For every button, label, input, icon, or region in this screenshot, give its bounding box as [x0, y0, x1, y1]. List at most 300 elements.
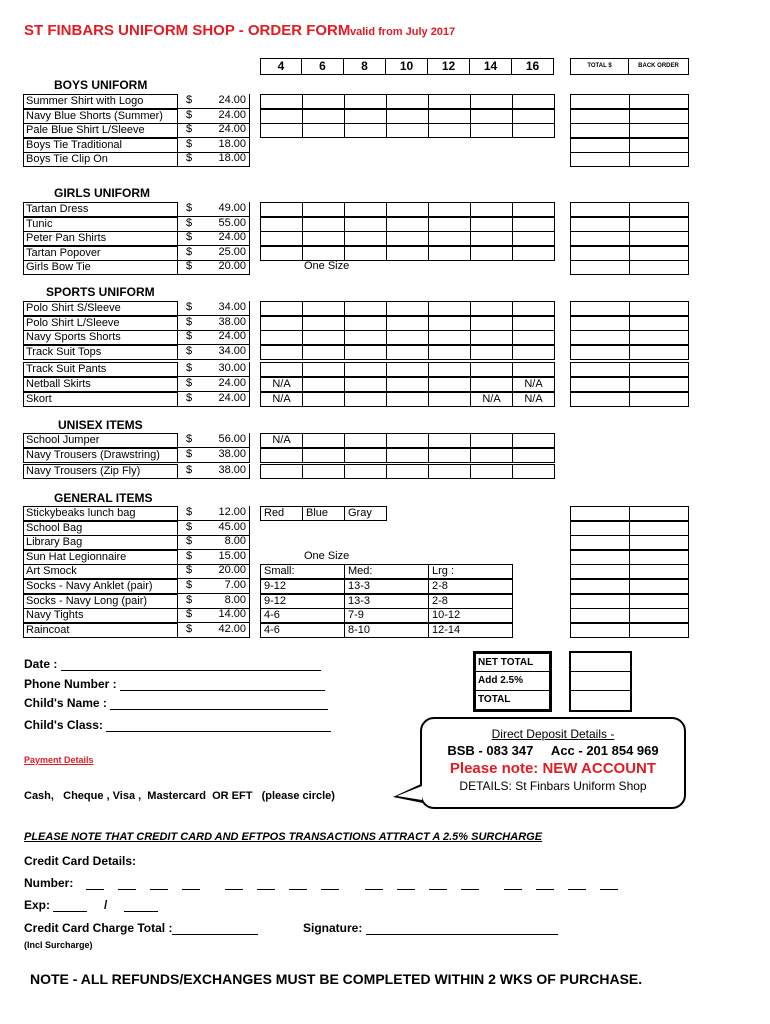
backorder-input[interactable]: [629, 521, 689, 536]
price-divider: [178, 623, 250, 638]
size-cell[interactable]: [344, 464, 387, 479]
currency-sign: $: [186, 137, 193, 150]
net-total-input[interactable]: [571, 653, 630, 672]
currency-sign: $: [186, 202, 193, 214]
refund-note: NOTE - ALL REFUNDS/EXCHANGES MUST BE COMPLETED WITHIN 2 WKS OF PURCHASE.: [30, 971, 643, 987]
size-cell[interactable]: [344, 123, 387, 138]
size-cell[interactable]: [386, 94, 429, 109]
credit-card-details: Credit Card Details:: [24, 854, 137, 868]
total-input[interactable]: [570, 231, 630, 246]
size-cell[interactable]: [260, 231, 303, 246]
size-cell-text: N/A: [260, 377, 303, 392]
size-cell[interactable]: [386, 448, 429, 463]
size-cell[interactable]: [470, 345, 513, 360]
item-name: School Jumper: [23, 433, 178, 448]
item-name: Library Bag: [23, 535, 178, 550]
size-cell[interactable]: [512, 345, 555, 360]
size-cell[interactable]: [386, 330, 429, 345]
card-number-field[interactable]: Number:: [24, 876, 618, 890]
size-cell[interactable]: [470, 94, 513, 109]
size-cell-text: Red: [260, 506, 303, 521]
size-cell-text: 2-8: [428, 594, 513, 609]
price-divider: [178, 316, 250, 331]
backorder-input[interactable]: [629, 506, 689, 521]
total-col-header: TOTAL $: [570, 58, 629, 75]
price-divider: [178, 377, 250, 392]
item-name: Pale Blue Shirt L/Sleeve: [23, 123, 178, 138]
currency-sign: $: [186, 447, 193, 460]
item-name: Navy Blue Shorts (Summer): [23, 109, 178, 124]
size-cell-text: 4-6: [260, 623, 345, 638]
size-cell-text: Small:: [260, 564, 345, 579]
item-price: 18.00: [218, 137, 246, 150]
size-cell[interactable]: [428, 231, 471, 246]
deposit-details: DETAILS: St Finbars Uniform Shop: [459, 779, 647, 793]
backorder-input[interactable]: [629, 535, 689, 550]
size-cell[interactable]: [344, 433, 387, 448]
size-cell[interactable]: [344, 345, 387, 360]
size-cell[interactable]: [302, 217, 345, 232]
total-input[interactable]: [570, 377, 630, 392]
size-cell-text: 13-3: [344, 579, 429, 594]
size-cell[interactable]: [386, 392, 429, 407]
size-cell[interactable]: [470, 362, 513, 377]
item-price: 42.00: [218, 622, 246, 635]
backorder-input[interactable]: [629, 123, 689, 138]
backorder-input[interactable]: [629, 579, 689, 594]
size-cell[interactable]: [512, 316, 555, 331]
total-input[interactable]: [570, 123, 630, 138]
size-cell[interactable]: [260, 217, 303, 232]
item-name: Tartan Dress: [23, 202, 178, 217]
size-cell[interactable]: [386, 345, 429, 360]
total-input[interactable]: [570, 330, 630, 345]
size-cell[interactable]: [260, 202, 303, 217]
total-input[interactable]: [570, 521, 630, 536]
item-name: Navy Trousers (Drawstring): [23, 448, 178, 463]
expiry-field[interactable]: Exp: /: [24, 898, 158, 912]
size-cell-text: 12-14: [428, 623, 513, 638]
currency-sign: $: [186, 301, 193, 313]
total-input[interactable]: [570, 506, 630, 521]
size-cell[interactable]: [386, 231, 429, 246]
charge-total-field[interactable]: Credit Card Charge Total :: [24, 921, 258, 935]
size-cell[interactable]: [260, 301, 303, 316]
backorder-input[interactable]: [629, 231, 689, 246]
size-cell[interactable]: [260, 448, 303, 463]
incl-surcharge: (Incl Surcharge): [24, 940, 93, 950]
backorder-input[interactable]: [629, 594, 689, 609]
backorder-input[interactable]: [629, 345, 689, 360]
total-input[interactable]: [570, 564, 630, 579]
currency-sign: $: [186, 152, 193, 165]
item-price: 8.00: [224, 593, 246, 606]
item-price: 8.00: [224, 535, 246, 548]
backorder-input[interactable]: [629, 109, 689, 124]
size-col: 10: [386, 58, 428, 75]
net-total-label: NET TOTAL: [475, 653, 550, 672]
size-cell[interactable]: [428, 301, 471, 316]
size-cell-text: 13-3: [344, 594, 429, 609]
size-cell-text: N/A: [260, 433, 303, 448]
size-cell[interactable]: [428, 433, 471, 448]
size-cell[interactable]: [302, 377, 345, 392]
item-price: 38.00: [218, 447, 246, 460]
size-cell[interactable]: [428, 109, 471, 124]
size-cell-text: 7-9: [344, 608, 429, 623]
total-input[interactable]: [570, 362, 630, 377]
total-input[interactable]: [570, 608, 630, 623]
total-input[interactable]: [570, 301, 630, 316]
currency-sign: $: [186, 94, 193, 106]
size-cell-text: 8-10: [344, 623, 429, 638]
price-divider: [178, 123, 250, 138]
deposit-title: Direct Deposit Details -: [491, 727, 615, 741]
price-divider: [178, 246, 250, 261]
currency-sign: $: [186, 520, 193, 533]
size-cell[interactable]: [428, 217, 471, 232]
girls-section-title: GIRLS UNIFORM: [54, 186, 150, 200]
size-cell-text: N/A: [512, 377, 555, 392]
size-cell[interactable]: [428, 330, 471, 345]
size-cell[interactable]: [344, 377, 387, 392]
size-cell[interactable]: [470, 316, 513, 331]
item-price: 20.00: [218, 564, 246, 577]
backorder-input[interactable]: [629, 623, 689, 638]
totals-header: [570, 58, 689, 75]
total-input[interactable]: [570, 535, 630, 550]
size-cell[interactable]: [260, 94, 303, 109]
size-cell[interactable]: [512, 202, 555, 217]
currency-sign: $: [186, 231, 193, 244]
size-cell[interactable]: [260, 109, 303, 124]
item-price: 20.00: [218, 260, 246, 273]
backorder-input[interactable]: [629, 246, 689, 261]
child-class-field[interactable]: Child's Class:: [24, 718, 331, 732]
size-cell[interactable]: [428, 316, 471, 331]
size-cell[interactable]: [344, 362, 387, 377]
deposit-bubble: [420, 717, 686, 809]
size-cell[interactable]: [386, 433, 429, 448]
backorder-input[interactable]: [629, 608, 689, 623]
date-field[interactable]: Date :: [24, 657, 321, 671]
total-input[interactable]: [570, 138, 630, 153]
total-label: TOTAL: [475, 691, 550, 710]
size-col: 12: [428, 58, 470, 75]
backorder-input[interactable]: [629, 362, 689, 377]
backorder-input[interactable]: [629, 260, 689, 275]
size-cell-text: Med:: [344, 564, 429, 579]
size-cell[interactable]: [302, 301, 345, 316]
size-cell[interactable]: [386, 109, 429, 124]
size-cell[interactable]: [470, 109, 513, 124]
one-size-label: One Size: [304, 260, 350, 273]
size-cell[interactable]: [428, 448, 471, 463]
currency-sign: $: [186, 123, 193, 136]
item-name: Polo Shirt L/Sleeve: [23, 316, 178, 331]
total-input[interactable]: [570, 94, 630, 109]
price-divider: [178, 202, 250, 217]
total-input[interactable]: [570, 550, 630, 565]
size-cell[interactable]: [386, 362, 429, 377]
size-cell[interactable]: [302, 316, 345, 331]
item-price: 24.00: [218, 123, 246, 136]
unisex-section-title: UNISEX ITEMS: [58, 418, 143, 432]
price-divider: [178, 506, 250, 521]
size-cell[interactable]: [386, 246, 429, 261]
size-cell[interactable]: [512, 330, 555, 345]
size-cell[interactable]: [470, 202, 513, 217]
size-cell[interactable]: [428, 246, 471, 261]
size-cell[interactable]: [344, 202, 387, 217]
size-cell[interactable]: [302, 109, 345, 124]
size-cell[interactable]: [470, 123, 513, 138]
currency-sign: $: [186, 330, 193, 343]
size-cell[interactable]: [512, 123, 555, 138]
total-input[interactable]: [570, 260, 630, 275]
item-name: Sun Hat Legionnaire: [23, 550, 178, 565]
backorder-col-header: BACK ORDER: [629, 58, 689, 75]
size-cell[interactable]: [344, 448, 387, 463]
item-name: Girls Bow Tie: [23, 260, 178, 275]
size-cell[interactable]: [386, 202, 429, 217]
total-input[interactable]: [570, 623, 630, 638]
currency-sign: $: [186, 315, 193, 328]
backorder-input[interactable]: [629, 138, 689, 153]
item-price: 15.00: [218, 549, 246, 562]
item-name: Art Smock: [23, 564, 178, 579]
size-cell[interactable]: [344, 330, 387, 345]
size-cell[interactable]: [470, 231, 513, 246]
currency-sign: $: [186, 464, 193, 477]
item-price: 49.00: [218, 202, 246, 214]
size-cell[interactable]: [470, 246, 513, 261]
valid-date: valid from July 2017: [350, 26, 456, 38]
size-cell[interactable]: [470, 433, 513, 448]
size-cell[interactable]: [386, 464, 429, 479]
item-price: 34.00: [218, 301, 246, 313]
price-divider: [178, 448, 250, 463]
size-cell[interactable]: [386, 316, 429, 331]
size-cell[interactable]: [428, 345, 471, 360]
size-cell[interactable]: [344, 217, 387, 232]
price-divider: [178, 260, 250, 275]
backorder-input[interactable]: [629, 330, 689, 345]
size-cell[interactable]: [428, 94, 471, 109]
item-name: Socks - Navy Anklet (pair): [23, 579, 178, 594]
size-cell[interactable]: [470, 301, 513, 316]
item-name: Netball Skirts: [23, 377, 178, 392]
size-cell-text: Lrg :: [428, 564, 513, 579]
price-divider: [178, 362, 250, 377]
price-divider: [178, 535, 250, 550]
item-name: Navy Trousers (Zip Fly): [23, 464, 178, 479]
item-name: Peter Pan Shirts: [23, 231, 178, 246]
size-cell[interactable]: [260, 123, 303, 138]
total-input[interactable]: [570, 579, 630, 594]
item-price: 14.00: [218, 608, 246, 621]
item-name: Skort: [23, 392, 178, 407]
payment-title: Payment Details: [24, 755, 94, 765]
size-cell[interactable]: [428, 392, 471, 407]
item-price: 24.00: [218, 231, 246, 244]
currency-sign: $: [186, 377, 193, 389]
price-divider: [178, 433, 250, 448]
backorder-input[interactable]: [629, 94, 689, 109]
size-cell[interactable]: [512, 231, 555, 246]
payment-methods[interactable]: Cash, Cheque , Visa , Mastercard OR EFT (please circle): [24, 790, 335, 802]
size-cell[interactable]: [512, 433, 555, 448]
size-cell[interactable]: [470, 464, 513, 479]
size-cell[interactable]: [386, 123, 429, 138]
backorder-input[interactable]: [629, 564, 689, 579]
size-cell[interactable]: [512, 301, 555, 316]
size-cell[interactable]: [302, 345, 345, 360]
currency-sign: $: [186, 593, 193, 606]
total-input[interactable]: [570, 316, 630, 331]
size-cell[interactable]: [302, 448, 345, 463]
backorder-input[interactable]: [629, 550, 689, 565]
size-cell[interactable]: [344, 109, 387, 124]
size-header: [260, 58, 554, 75]
size-cell[interactable]: [470, 448, 513, 463]
item-name: Socks - Navy Long (pair): [23, 594, 178, 609]
size-cell[interactable]: [260, 316, 303, 331]
size-cell[interactable]: [302, 362, 345, 377]
total-input[interactable]: [570, 152, 630, 167]
size-cell[interactable]: [302, 231, 345, 246]
currency-sign: $: [186, 216, 193, 229]
price-divider: [178, 301, 250, 316]
size-cell-text: Blue: [302, 506, 345, 521]
size-cell[interactable]: [470, 330, 513, 345]
item-price: 24.00: [218, 330, 246, 343]
currency-sign: $: [186, 433, 193, 445]
item-name: Boys Tie Traditional: [23, 138, 178, 153]
item-price: 24.00: [218, 94, 246, 106]
size-cell[interactable]: [512, 109, 555, 124]
total-input[interactable]: [570, 594, 630, 609]
item-name: Stickybeaks lunch bag: [23, 506, 178, 521]
size-cell[interactable]: [386, 377, 429, 392]
size-cell[interactable]: [428, 123, 471, 138]
new-account-note: Please note: NEW ACCOUNT: [449, 760, 657, 777]
size-cell[interactable]: [302, 392, 345, 407]
size-cell[interactable]: [428, 377, 471, 392]
price-divider: [178, 94, 250, 109]
total-input[interactable]: [570, 392, 630, 407]
size-cell[interactable]: [302, 123, 345, 138]
price-divider: [178, 521, 250, 536]
size-cell[interactable]: [470, 217, 513, 232]
size-cell[interactable]: [512, 448, 555, 463]
size-cell[interactable]: [260, 464, 303, 479]
price-divider: [178, 152, 250, 167]
total-input[interactable]: [570, 345, 630, 360]
total-input[interactable]: [570, 109, 630, 124]
total-input[interactable]: [570, 202, 630, 217]
size-cell[interactable]: [344, 301, 387, 316]
price-divider: [178, 109, 250, 124]
size-cell[interactable]: [344, 231, 387, 246]
size-cell[interactable]: [302, 202, 345, 217]
child-name-field[interactable]: Child's Name :: [24, 696, 328, 710]
size-cell[interactable]: [428, 202, 471, 217]
size-cell-text: 9-12: [260, 594, 345, 609]
currency-sign: $: [186, 344, 193, 357]
size-cell[interactable]: [428, 464, 471, 479]
size-cell[interactable]: [386, 217, 429, 232]
currency-sign: $: [186, 391, 193, 404]
backorder-input[interactable]: [629, 316, 689, 331]
item-name: Tunic: [23, 217, 178, 232]
size-cell-text: 2-8: [428, 579, 513, 594]
size-cell-text: N/A: [470, 392, 513, 407]
size-cell[interactable]: [344, 246, 387, 261]
backorder-input[interactable]: [629, 152, 689, 167]
backorder-input[interactable]: [629, 301, 689, 316]
boys-section-title: BOYS UNIFORM: [54, 78, 148, 92]
price-divider: [178, 550, 250, 565]
item-name: Navy Tights: [23, 608, 178, 623]
size-cell[interactable]: [260, 345, 303, 360]
currency-sign: $: [186, 579, 193, 591]
size-cell[interactable]: [302, 330, 345, 345]
backorder-input[interactable]: [629, 377, 689, 392]
backorder-input[interactable]: [629, 217, 689, 232]
surcharge-input[interactable]: [571, 672, 630, 691]
total-input[interactable]: [570, 246, 630, 261]
size-cell[interactable]: [512, 362, 555, 377]
price-divider: [178, 579, 250, 594]
size-cell[interactable]: [302, 246, 345, 261]
backorder-input[interactable]: [629, 392, 689, 407]
size-cell[interactable]: [260, 362, 303, 377]
size-cell[interactable]: [260, 330, 303, 345]
item-name: Raincoat: [23, 623, 178, 638]
item-price: 24.00: [218, 377, 246, 389]
phone-field[interactable]: Phone Number :: [24, 677, 325, 691]
size-cell-text: Gray: [344, 506, 387, 521]
bubble-tail-inner: [397, 786, 422, 800]
size-cell[interactable]: [302, 464, 345, 479]
size-cell[interactable]: [344, 316, 387, 331]
size-cell[interactable]: [344, 392, 387, 407]
item-price: 34.00: [218, 344, 246, 357]
total-input[interactable]: [571, 691, 630, 710]
size-cell[interactable]: [512, 217, 555, 232]
backorder-input[interactable]: [629, 202, 689, 217]
general-section-title: GENERAL ITEMS: [54, 491, 153, 505]
size-cell[interactable]: [512, 246, 555, 261]
size-cell[interactable]: [302, 94, 345, 109]
size-cell[interactable]: [344, 94, 387, 109]
signature-field[interactable]: Signature:: [303, 921, 558, 935]
price-divider: [178, 231, 250, 246]
size-cell-text: 4-6: [260, 608, 345, 623]
size-cell[interactable]: [512, 94, 555, 109]
size-cell[interactable]: [470, 377, 513, 392]
price-divider: [178, 608, 250, 623]
size-cell[interactable]: [428, 362, 471, 377]
currency-sign: $: [186, 245, 193, 258]
size-cell[interactable]: [512, 464, 555, 479]
size-cell[interactable]: [260, 246, 303, 261]
item-name: Polo Shirt S/Sleeve: [23, 301, 178, 316]
size-cell[interactable]: [386, 301, 429, 316]
size-cell[interactable]: [302, 433, 345, 448]
total-input[interactable]: [570, 217, 630, 232]
